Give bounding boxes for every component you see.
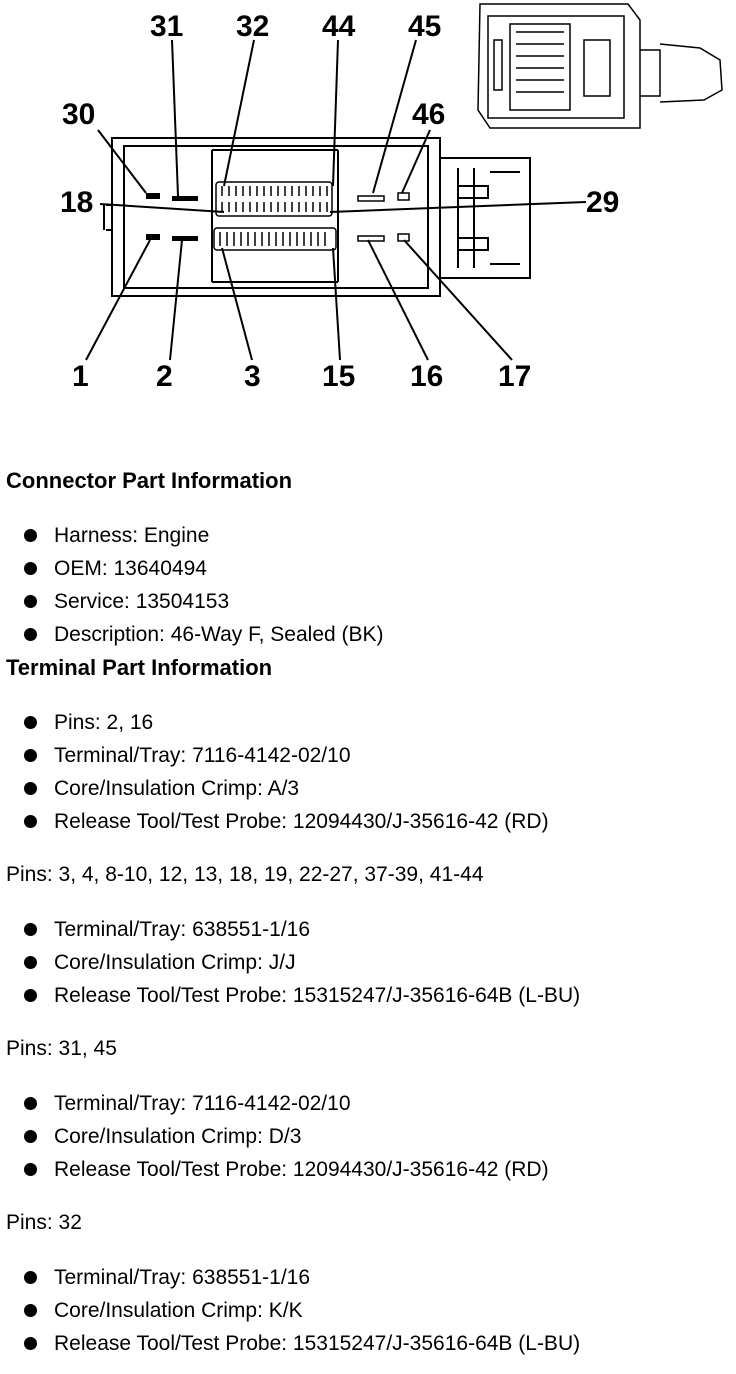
list-item-text: Core/Insulation Crimp: K/K <box>54 1299 303 1322</box>
pin-label-44: 44 <box>322 10 356 43</box>
bullet-icon <box>24 1304 37 1317</box>
pin-label-17: 17 <box>498 360 532 393</box>
list-item-text: Core/Insulation Crimp: A/3 <box>54 777 300 800</box>
list-item <box>6 739 732 772</box>
pin-label-32: 32 <box>236 10 270 43</box>
bullet-icon <box>24 628 37 641</box>
list-item <box>6 1261 732 1294</box>
list-item <box>6 552 732 585</box>
bullet-icon <box>24 1271 37 1284</box>
bullet-icon <box>24 1097 37 1110</box>
list-item-text: Terminal/Tray: 7116-4142-02/10 <box>54 744 351 767</box>
pin-label-16: 16 <box>410 360 444 393</box>
bullet-icon <box>24 595 37 608</box>
list-item <box>6 772 732 805</box>
bullet-icon <box>24 956 37 969</box>
list-item-text: Description: 46-Way F, Sealed (BK) <box>54 623 384 646</box>
bullet-icon <box>24 1130 37 1143</box>
list-item-text: OEM: 13640494 <box>54 557 207 580</box>
bullet-icon <box>24 989 37 1002</box>
list-item-text: Terminal/Tray: 7116-4142-02/10 <box>54 1092 351 1115</box>
bullet-icon <box>24 562 37 575</box>
pins-group-list <box>6 1087 732 1186</box>
list-item <box>6 1294 732 1327</box>
list-item <box>6 979 732 1012</box>
connector-list <box>6 519 732 651</box>
list-item-text: Pins: 2, 16 <box>54 711 154 734</box>
pin-label-18: 18 <box>60 186 94 219</box>
bullet-icon <box>24 782 37 795</box>
pin-label-1: 1 <box>72 360 89 393</box>
upper-pin-block <box>216 182 332 216</box>
list-item-text: Core/Insulation Crimp: D/3 <box>54 1125 302 1148</box>
pin-label-46: 46 <box>412 98 446 131</box>
list-item-text: Terminal/Tray: 638551-1/16 <box>54 918 311 941</box>
bullet-icon <box>24 529 37 542</box>
pin-label-31: 31 <box>150 10 184 43</box>
terminal-first-group-list <box>6 706 732 838</box>
list-item-text: Service: 13504153 <box>54 590 230 613</box>
pins-group-label: Pins: 3, 4, 8-10, 12, 13, 18, 19, 22-27, 37-39, 41-44 <box>6 863 484 886</box>
pin-label-2: 2 <box>156 360 173 393</box>
lower-pin-block <box>214 228 336 250</box>
list-item <box>6 1153 732 1186</box>
pins-group-label: Pins: 31, 45 <box>6 1037 117 1060</box>
list-item <box>6 706 732 739</box>
pin-label-3: 3 <box>244 360 261 393</box>
list-item <box>6 618 732 651</box>
pin-label-30: 30 <box>62 98 96 131</box>
list-item <box>6 1120 732 1153</box>
list-item-text: Release Tool/Test Probe: 15315247/J-35616-64B (L-BU) <box>54 1332 581 1355</box>
list-item <box>6 805 732 838</box>
list-item-text: Release Tool/Test Probe: 15315247/J-35616-64B (L-BU) <box>54 984 581 1007</box>
connector-face <box>104 138 530 296</box>
pin-label-29: 29 <box>586 186 620 219</box>
terminal-heading: Terminal Part Information <box>6 655 273 680</box>
pin-label-15: 15 <box>322 360 356 393</box>
list-item <box>6 585 732 618</box>
list-item <box>6 913 732 946</box>
pins-group-list <box>6 1261 732 1360</box>
bullet-icon <box>24 1163 37 1176</box>
list-item-text: Core/Insulation Crimp: J/J <box>54 951 296 974</box>
connector-heading: Connector Part Information <box>6 468 293 493</box>
list-item <box>6 946 732 979</box>
list-item <box>6 519 732 552</box>
list-item-text: Release Tool/Test Probe: 12094430/J-35616-42 (RD) <box>54 810 549 833</box>
bullet-icon <box>24 716 37 729</box>
bullet-icon <box>24 1337 37 1350</box>
list-item-text: Release Tool/Test Probe: 12094430/J-35616-42 (RD) <box>54 1158 549 1181</box>
part-information <box>6 464 732 1360</box>
connector-thumbnail <box>478 4 722 128</box>
connector-diagram <box>0 0 736 420</box>
bullet-icon <box>24 923 37 936</box>
bullet-icon <box>24 815 37 828</box>
list-item <box>6 1327 732 1360</box>
pin-label-45: 45 <box>408 10 442 43</box>
bullet-icon <box>24 749 37 762</box>
list-item-text: Terminal/Tray: 638551-1/16 <box>54 1266 311 1289</box>
list-item-text: Harness: Engine <box>54 524 210 547</box>
leader-lines <box>86 40 586 360</box>
pins-group-label: Pins: 32 <box>6 1211 82 1234</box>
pins-group-list <box>6 913 732 1012</box>
list-item <box>6 1087 732 1120</box>
